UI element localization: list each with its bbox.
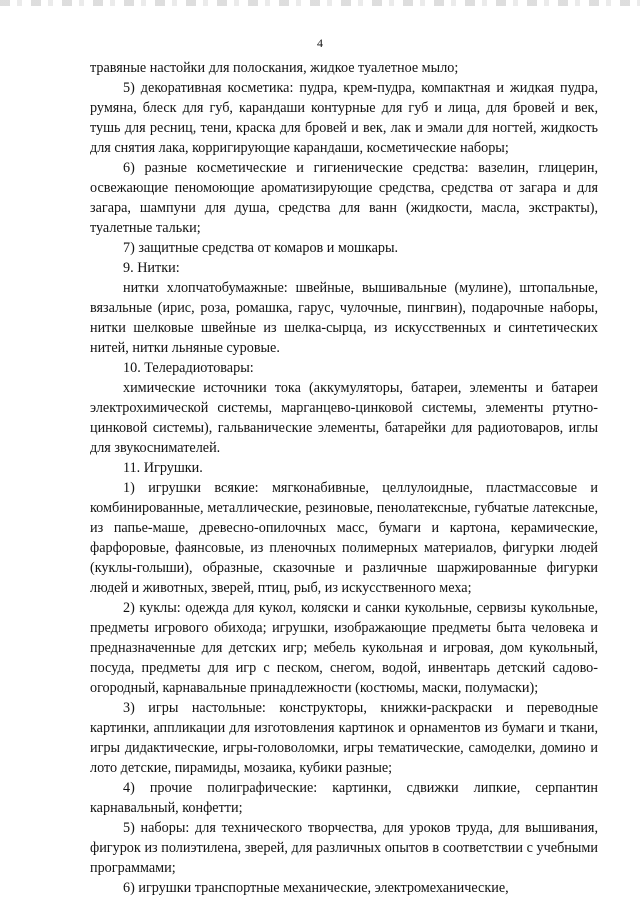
- page-number: 4: [317, 36, 323, 50]
- paragraph: 2) куклы: одежда для кукол, коляски и санки кукольные, сервизы кукольные, предметы игрового обихода; игрушки, изображающие предметы быта человека и предназначенные для детских игр; мебель кукольная и игровая, дом кукольный, посуда, предметы для игр с песком, снегом, водой, инвентарь детский садово-огородный, карнавальные принадлежности (костюмы, маски, полумаски);: [90, 600, 598, 696]
- paragraph: 3) игры настольные: конструкторы, книжки-раскраски и переводные картинки, аппликации для изготовления картинок и орнаментов из бумаги и ткани, игры дидактические, игры-головоломки, игры тематические, самоделки, домино и лото детские, пирамиды, мозаика, кубики разные;: [90, 700, 598, 776]
- paragraph: нитки хлопчатобумажные: швейные, вышивальные (мулине), штопальные, вязальные (ирис, роза, ромашка, гарус, чулочные, пингвин), подарочные наборы, нитки шелковые швейные из шелка-сырца, из искусственных и синтетических нитей, нитки льняные суровые.: [90, 280, 598, 356]
- paragraph: травяные настойки для полоскания, жидкое туалетное мыло;: [90, 60, 459, 76]
- paragraph: 7) защитные средства от комаров и мошкары.: [123, 240, 399, 256]
- paragraph: 6) игрушки транспортные механические, электромеханические,: [123, 880, 509, 896]
- paragraph: 1) игрушки всякие: мягконабивные, целлулоидные, пластмассовые и комбинированные, металлические, резиновые, пенолатексные, губчатые латексные, из папье-маше, древесно-опилочных масс, бумаги и картона, керамические, фарфоровые, фаянсовые, из пленочных полимерных материалов, фигурки людей (куклы-голыши), образные, сказочные и различные шаржированные фигурки людей и животных, зверей, птиц, рыб, из искусственного меха;: [90, 480, 598, 596]
- document-body: [90, 58, 598, 898]
- scan-edge-artifact: [0, 0, 640, 6]
- section-heading-toys: 11. Игрушки.: [123, 460, 203, 476]
- section-heading-threads: 9. Нитки:: [123, 260, 180, 276]
- section-heading-tv-radio: 10. Телерадиотовары:: [123, 360, 254, 376]
- paragraph: 5) наборы: для технического творчества, для уроков труда, для вышивания, фигурок из полиэтилена, зверей, для различных опытов в соответствии с учебными программами;: [90, 820, 598, 876]
- paragraph: 5) декоративная косметика: пудра, крем-пудра, компактная и жидкая пудра, румяна, блеск для губ, карандаши контурные для губ и лица, для бровей и век, тушь для ресниц, тени, краска для бровей и век, лак и эмали для ногтей, жидкость для снятия лака, корригирующие карандаши, косметические наборы;: [90, 80, 598, 156]
- paragraph: химические источники тока (аккумуляторы, батареи, элементы и батареи электрохимической системы, марганцево-цинковой системы, элементы ртутно-цинковой системы), гальванические элементы, батарейки для радиотоваров, иглы для звукоснимателей.: [90, 380, 598, 456]
- paragraph: 6) разные косметические и гигиенические средства: вазелин, глицерин, освежающие пеномоющие ароматизирующие средства, средства от загара и для загара, шампуни для душа, средства для ванн (жидкости, масла, экстракты), туалетные тальки;: [90, 160, 598, 236]
- paragraph: 4) прочие полиграфические: картинки, сдвижки липкие, серпантин карнавальный, конфетти;: [90, 780, 598, 816]
